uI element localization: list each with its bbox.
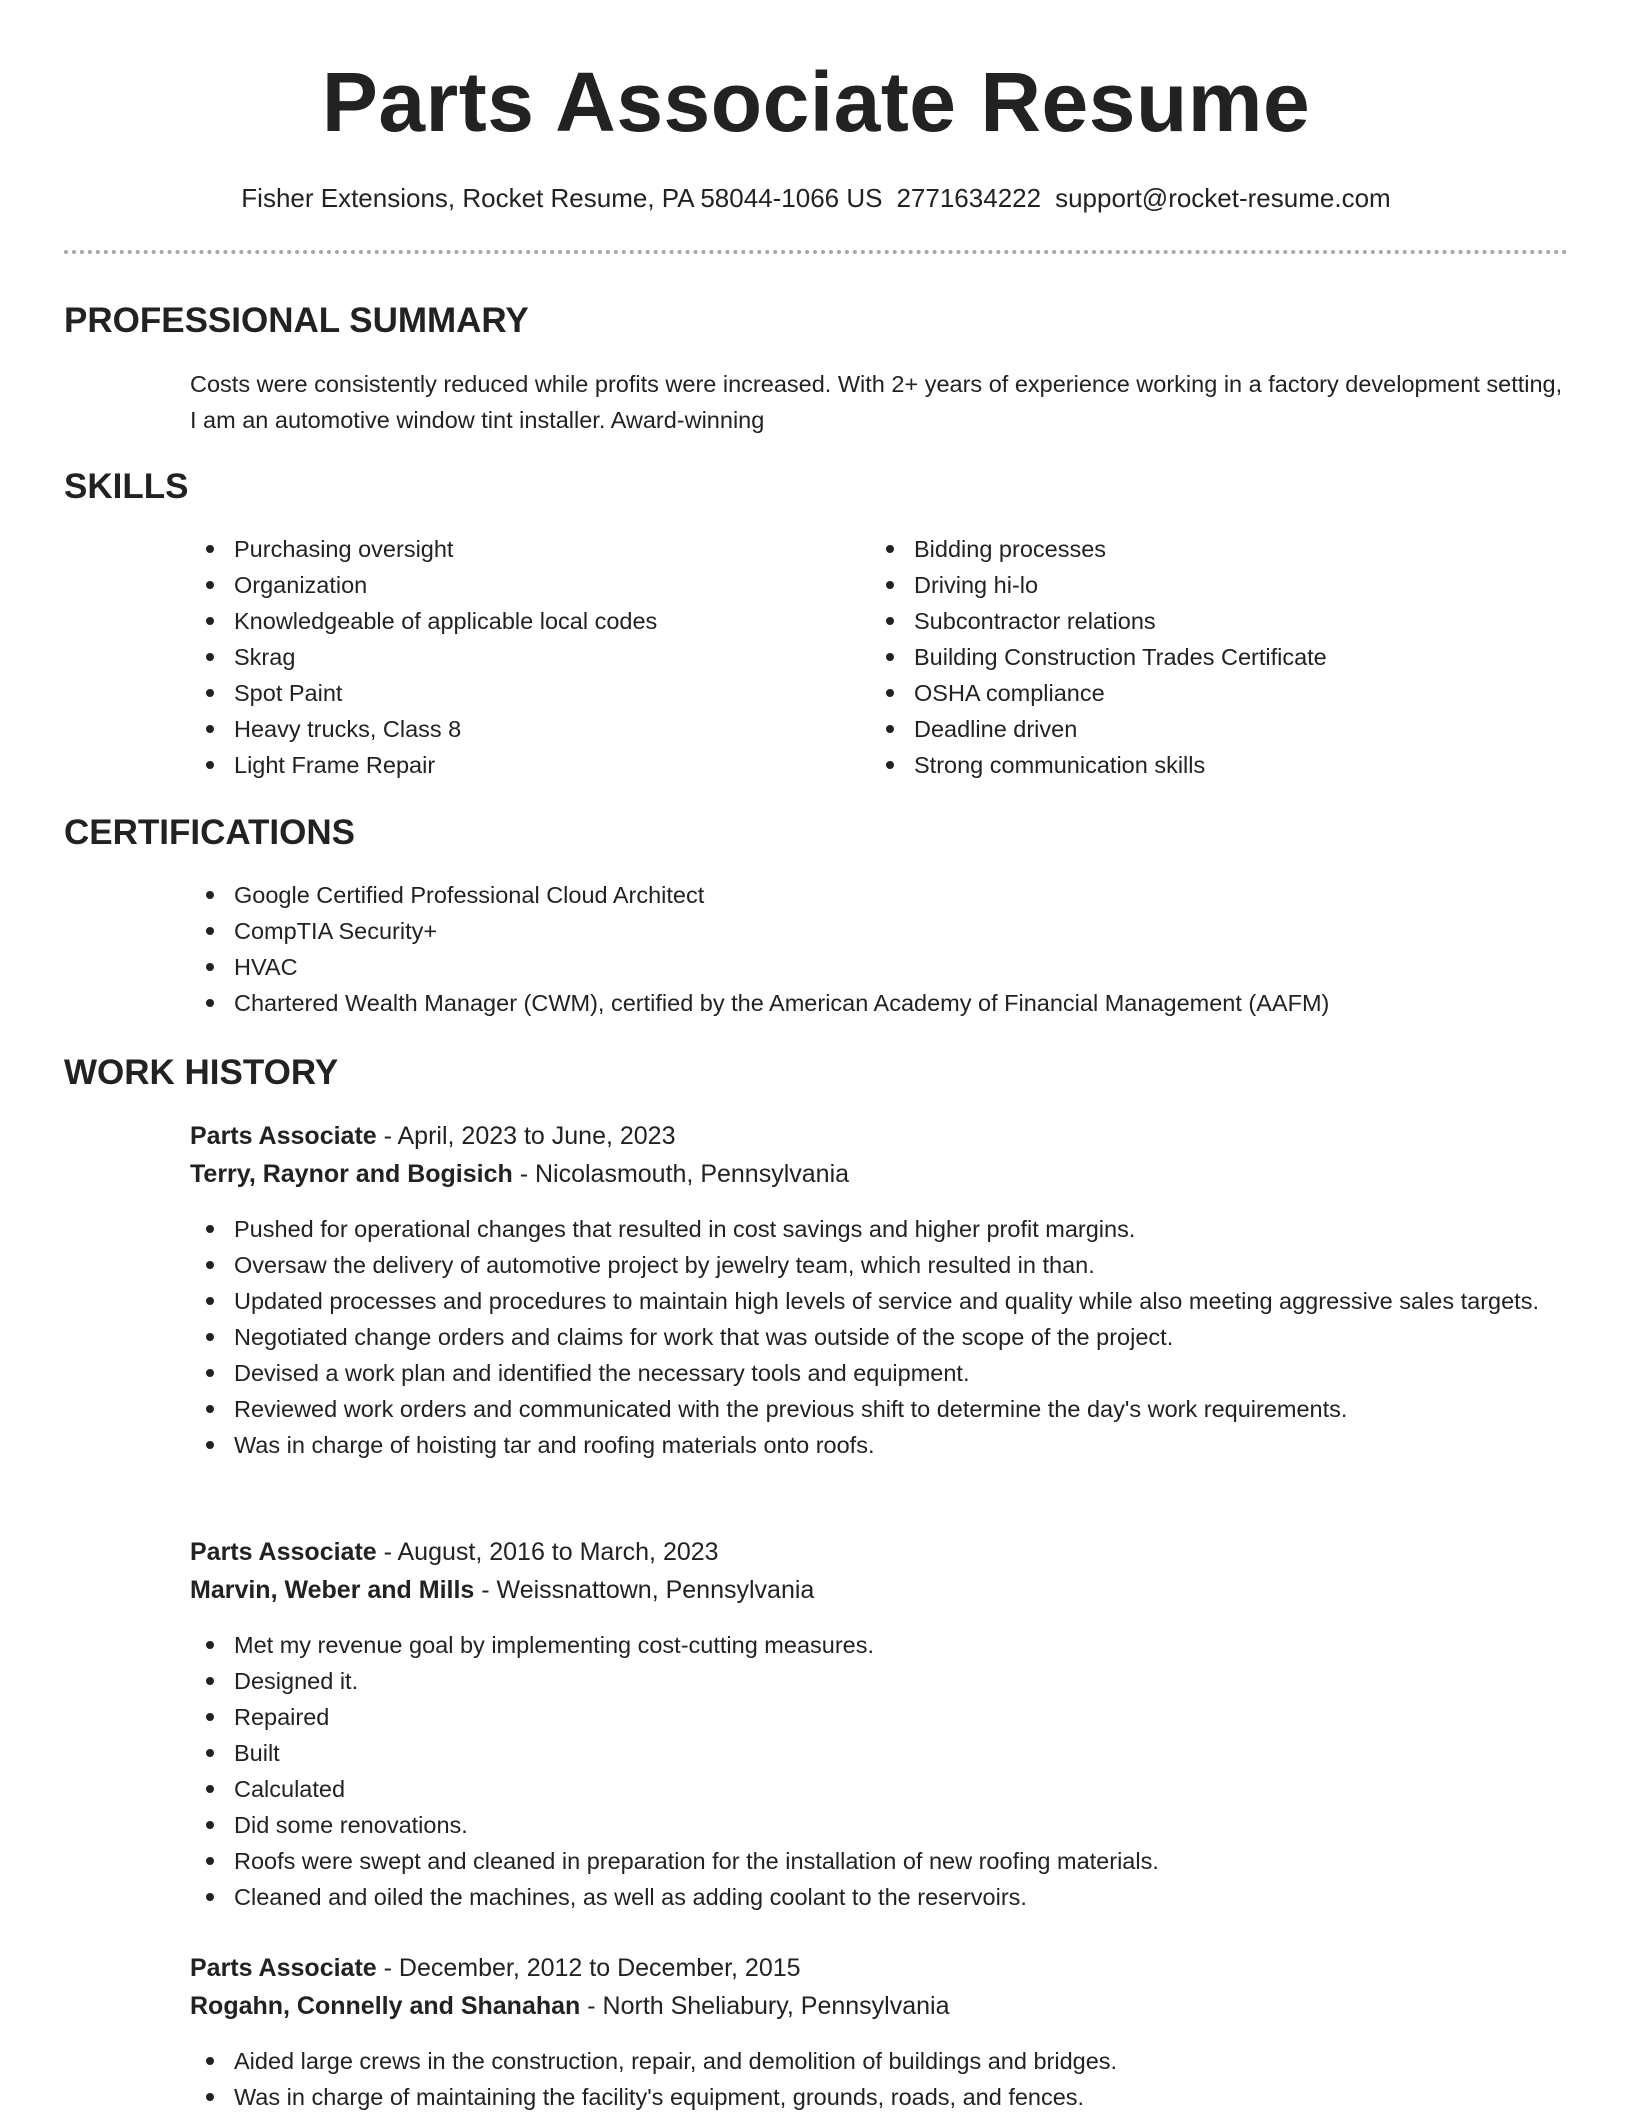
job-dates: - August, 2016 to March, 2023 (376, 1538, 719, 1566)
skill-item: Deadline driven (870, 711, 1570, 747)
job-bullet: Oversaw the delivery of automotive project by jewelry team, which resulted in than. (190, 1247, 1570, 1283)
skill-item: Light Frame Repair (190, 747, 850, 783)
skill-item: Organization (190, 567, 850, 603)
skill-item: Strong communication skills (870, 747, 1570, 783)
job-title: Parts Associate (190, 1954, 377, 1982)
job-dates: - December, 2012 to December, 2015 (376, 1954, 801, 1982)
job-bullet: Calculated (190, 1771, 1570, 1807)
contact-phone: 2771634222 (896, 183, 1042, 213)
job-bullet: Aided large crews in the construction, repair, and demolition of buildings and bridges. (190, 2043, 1570, 2079)
contact-info (0, 180, 1632, 216)
job-bullet: Cleaned and oiled the machines, as well as adding coolant to the reservoirs. (190, 1879, 1570, 1915)
job-bullets (190, 1627, 1570, 1915)
job-bullets (190, 2043, 1570, 2112)
job-company-line (190, 1155, 849, 1193)
job-company: Marvin, Weber and Mills (190, 1576, 475, 1604)
job-bullet: Built (190, 1735, 1570, 1771)
skill-item: OSHA compliance (870, 675, 1570, 711)
skills-list-left (190, 531, 850, 783)
skill-item: Subcontractor relations (870, 603, 1570, 639)
job-bullet: Reviewed work orders and communicated with the previous shift to determine the day's work requirements. (190, 1391, 1570, 1427)
work-history-heading: WORK HISTORY (64, 1053, 339, 1092)
job-location: - Nicolasmouth, Pennsylvania (512, 1160, 850, 1188)
summary-text: Costs were consistently reduced while profits were increased. With 2+ years of experience working in a factory development setting, I am an automotive window tint installer. Award-winning (190, 371, 1563, 433)
summary-heading: PROFESSIONAL SUMMARY (64, 301, 529, 340)
job-title: Parts Associate (190, 1122, 377, 1150)
job-company: Terry, Raynor and Bogisich (190, 1160, 513, 1188)
job-title-line (190, 1533, 719, 1571)
job-bullets (190, 1211, 1570, 1463)
job-bullet: Roofs were swept and cleaned in preparation for the installation of new roofing materials. (190, 1843, 1570, 1879)
contact-email[interactable]: support@rocket-resume.com (1055, 183, 1391, 213)
job-bullet: Was in charge of hoisting tar and roofing materials onto roofs. (190, 1427, 1570, 1463)
job-company-line (190, 1987, 949, 2025)
certification-item: Chartered Wealth Manager (CWM), certified by the American Academy of Financial Management (AAFM) (190, 985, 1570, 1021)
contact-address: Fisher Extensions, Rocket Resume, PA 58044-1066 US (241, 183, 883, 213)
job-bullet: Devised a work plan and identified the necessary tools and equipment. (190, 1355, 1570, 1391)
job-title: Parts Associate (190, 1538, 377, 1566)
job-company: Rogahn, Connelly and Shanahan (190, 1992, 581, 2020)
skill-item: Heavy trucks, Class 8 (190, 711, 850, 747)
certification-item: CompTIA Security+ (190, 913, 1570, 949)
job-bullet: Repaired (190, 1699, 1570, 1735)
job-bullet: Pushed for operational changes that resulted in cost savings and higher profit margins. (190, 1211, 1570, 1247)
job-bullet: Did some renovations. (190, 1807, 1570, 1843)
skill-item: Skrag (190, 639, 850, 675)
job-bullet: Updated processes and procedures to maintain high levels of service and quality while also meeting aggressive sales targets. (190, 1283, 1570, 1319)
certifications-heading: CERTIFICATIONS (64, 813, 356, 852)
header-divider (64, 250, 1568, 254)
skill-item: Spot Paint (190, 675, 850, 711)
certification-item: HVAC (190, 949, 1570, 985)
certification-item: Google Certified Professional Cloud Architect (190, 877, 1570, 913)
job-bullet: Designed it. (190, 1663, 1570, 1699)
certifications-list (190, 877, 1570, 1021)
job-title-line (190, 1117, 676, 1155)
job-bullet: Met my revenue goal by implementing cost-cutting measures. (190, 1627, 1570, 1663)
skill-item: Driving hi-lo (870, 567, 1570, 603)
skill-item: Bidding processes (870, 531, 1570, 567)
skill-item: Knowledgeable of applicable local codes (190, 603, 850, 639)
job-bullet: Was in charge of maintaining the facility's equipment, grounds, roads, and fences. (190, 2079, 1570, 2112)
job-location: - North Sheliabury, Pennsylvania (580, 1992, 950, 2020)
job-company-line (190, 1571, 814, 1609)
skills-list-right (870, 531, 1570, 783)
job-title-line (190, 1949, 801, 1987)
page-title: Parts Associate Resume (321, 55, 1311, 149)
job-location: - Weissnattown, Pennsylvania (474, 1576, 815, 1604)
skills-heading: SKILLS (64, 467, 189, 506)
job-dates: - April, 2023 to June, 2023 (376, 1122, 676, 1150)
job-bullet: Negotiated change orders and claims for work that was outside of the scope of the project. (190, 1319, 1570, 1355)
skill-item: Building Construction Trades Certificate (870, 639, 1570, 675)
skill-item: Purchasing oversight (190, 531, 850, 567)
